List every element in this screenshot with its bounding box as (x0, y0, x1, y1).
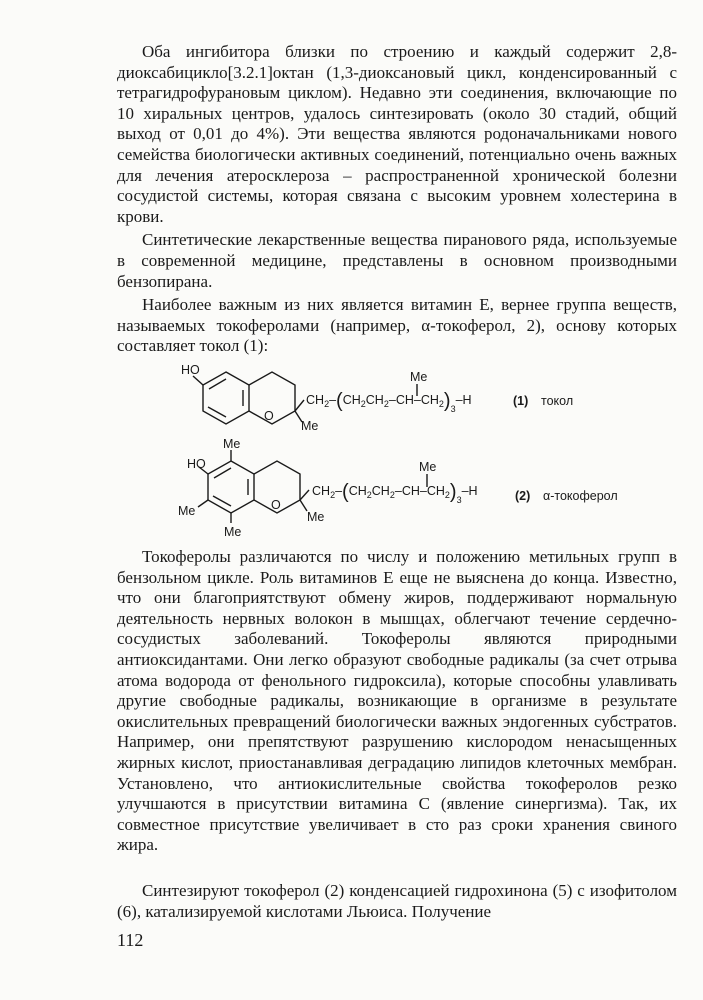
tocol-compound-number: (1) (513, 394, 529, 408)
tocol-ring-oxygen: O (264, 409, 274, 423)
alpha-ho-label: HO (187, 457, 206, 471)
alpha-compound-number: (2) (515, 489, 531, 503)
paragraph-tocopherols: Токоферолы различаются по числу и положению метильных групп в бензольном цикле. Роль витаминов Е еще не выяснена до конца. Известно, что они благоприятствуют обмену жиров, поддерживают нормальную деятельность нервных волокон в мышцах, облегчают течение сердечно-сосудистых заболеваний. Токоферолы являются природными антиоксидантами. Они легко образуют свободные радикалы (за счет отрыва атома водорода от фенольного гидроксила), которые способны улавливать другие свободные радикалы, возникающие в организме в результате окислительных превращений биологически важных эндогенных субстратов. Например, они препятствуют разрушению кислородом ненасыщенных жирных кислот, приостанавливая деградацию липидов клеточных мембран. Установлено, что антиокислительные свойства токоферолов резко улучшаются в присутствии витамина С (явление синергизма). Так, их совместное присутствие увеличивает в сто раз сроки хранения свиного жира. (117, 547, 677, 855)
page-number: 112 (117, 930, 144, 950)
alpha-ring-oxygen: O (271, 498, 281, 512)
tocol-chain-methyl: Me (410, 370, 428, 384)
alpha-bottom-methyl: Me (224, 525, 242, 539)
paragraph-synthesis: Синтезируют токоферол (2) конденсацией гидрохинона (5) с изофитолом (6), катализируемой кислотами Льюиса. Получение (117, 881, 677, 921)
tocol-compound-name: токол (541, 394, 574, 408)
alpha-top-methyl: Me (223, 437, 241, 451)
alpha-side-chain: $CH_2-(CH_2CH_2-CH-CH_2)_3-H$ (312, 481, 478, 505)
paragraph-inhibitors: Оба ингибитора близки по строению и каждый содержит 2,8-диоксабицикло[3.2.1]октан (1,3-диоксановый цикл, конденсированный с тетрагидрофурановым циклом). Недавно эти соединения, включающие по 10 хиральных центров, удалось синтезировать (около 30 стадий, общий выход от 0,01 до 4%). Эти вещества являются родоначальниками нового семейства биологически активных соединений, потенциально очень важных для лечения атеросклероза – распространенной хронической болезни сосудистой системы, которая связана с высоким уровнем холестерина в крови. (117, 42, 677, 226)
alpha-ring-methyl: Me (307, 510, 325, 524)
alpha-chain-methyl: Me (419, 460, 437, 474)
alpha-left-methyl: Me (178, 504, 196, 518)
text-block-bottom (117, 881, 677, 922)
tocol-side-chain: $CH_2-(CH_2CH_2-CH-CH_2)_3-H$ (306, 390, 472, 414)
text-block-middle (117, 547, 677, 856)
paragraph-synthetic-drugs: Синтетические лекарственные вещества пиранового ряда, используемые в современной медицине, представлены в основном производными бензопирана. (117, 230, 677, 291)
alpha-compound-name: α-токоферол (543, 489, 618, 503)
paragraph-vitamin-e: Наиболее важным из них является витамин Е, вернее группа веществ, называемых токоферолами (например, α-токоферол, 2), основу которых составляет токол (1): (117, 295, 677, 356)
tocol-ho-label: HO (181, 363, 200, 377)
tocol-ring-methyl: Me (301, 419, 319, 433)
